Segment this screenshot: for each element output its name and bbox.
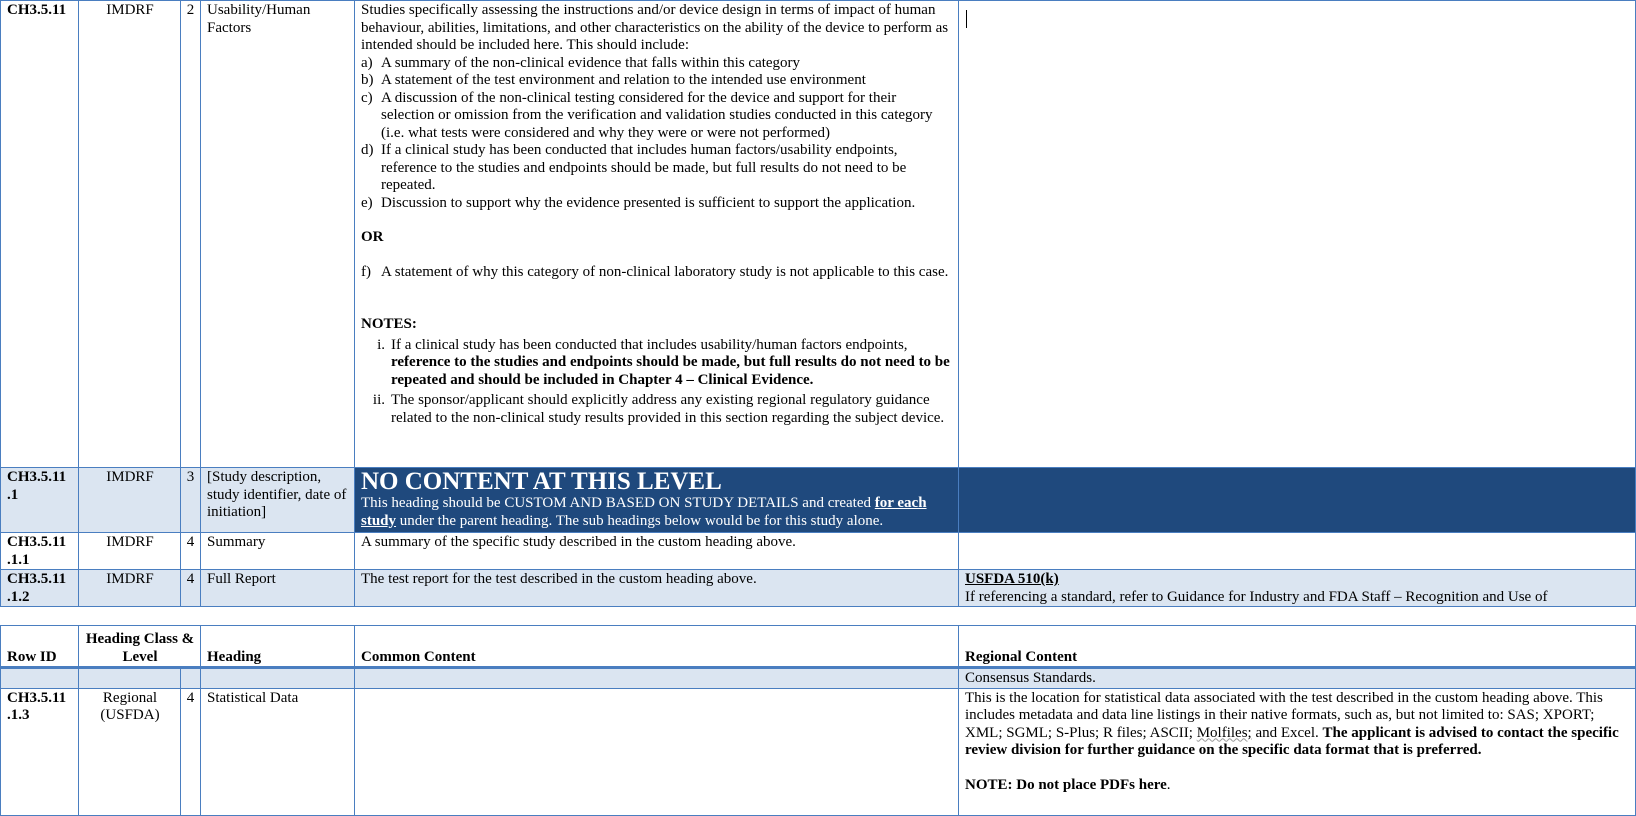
table-row <box>1 668 1636 689</box>
common-content: The test report for the test described in the custom heading above. <box>355 570 959 607</box>
regulatory-table-continued <box>0 625 1636 816</box>
column-header-heading-class: Heading Class & Level <box>79 626 201 668</box>
column-header-regional: Regional Content <box>959 626 1636 668</box>
heading-class: IMDRF <box>79 468 181 533</box>
notes-label: NOTES: <box>361 316 417 332</box>
common-content <box>355 1 959 468</box>
table-header-row <box>1 626 1636 668</box>
column-header-common: Common Content <box>355 626 959 668</box>
note-item: ii. The sponsor/applicant should explicitly address any existing regional regulatory guidance related to the non-clinical study results provided in this section regarding the subject device. <box>372 392 945 426</box>
regional-text: If referencing a standard, refer to Guidance for Industry and FDA Staff – Recognition and Use of <box>965 588 1548 605</box>
heading-class: IMDRF <box>79 570 181 607</box>
list-item: a) A summary of the non-clinical evidence that falls within this category <box>361 54 801 71</box>
heading-level: 4 <box>181 533 201 570</box>
regional-content <box>959 533 1636 570</box>
regional-content <box>959 468 1636 533</box>
no-content-banner <box>355 468 959 533</box>
heading-level: 4 <box>181 688 201 815</box>
common-content <box>355 688 959 815</box>
row-id: CH3.5.11 .1.1 <box>1 533 79 570</box>
table-row <box>1 1 1636 468</box>
heading: Usability/Human Factors <box>201 1 355 468</box>
list-item: f) A statement of why this category of non-clinical laboratory study is not applicable to this case. <box>361 263 949 280</box>
heading-level: 2 <box>181 1 201 468</box>
regional-content: This is the location for statistical data associated with the test described in the custom heading above. This includes metadata and data line listings in their native formats, such as, but not limited to: SAS; XPORT; XML; SGML; S-Plus; R files; ASCII; Molfiles; and Excel. The applicant is advised to contact the specific review division for further guidance on the specific data format that is preferred. NOTE: Do not place PDFs here. <box>959 688 1636 815</box>
column-header-row-id: Row ID <box>1 626 79 668</box>
row-id: CH3.5.11 .1.3 <box>1 688 79 815</box>
list-item: b) A statement of the test environment and relation to the intended use environment <box>361 72 866 88</box>
row-id: CH3.5.11 .1 <box>1 468 79 533</box>
heading: Summary <box>201 533 355 570</box>
note-item: i. If a clinical study has been conducted that includes usability/human factors endpoints, reference to the studies and endpoints should be made, but full results do not need to be repeated and should be included in Chapter 4 – Clinical Evidence. <box>377 336 950 388</box>
regional-title: USFDA 510(k) <box>965 571 1059 587</box>
list-item: c) A discussion of the non-clinical testing considered for the device and support for their selection or omission from the verification and validation studies conducted in this category (i.e. what tests were considered and why they were or were not performed) <box>361 89 933 141</box>
list-item: e) Discussion to support why the evidence presented is sufficient to support the application. <box>361 194 916 211</box>
row-id: CH3.5.11 .1.2 <box>1 570 79 607</box>
heading-class: IMDRF <box>79 533 181 570</box>
column-header-heading: Heading <box>201 626 355 668</box>
table-row <box>1 570 1636 607</box>
common-content: A summary of the specific study described in the custom heading above. <box>355 533 959 570</box>
or-label: OR <box>361 229 384 245</box>
heading-class: Regional (USFDA) <box>79 688 181 815</box>
common-intro: Studies specifically assessing the instructions and/or device design in terms of impact of human behaviour, abilities, limitations, and other characteristics on the ability of the device to perform as intended should be included here. This should include: <box>361 2 949 53</box>
regional-content[interactable] <box>959 1 1636 468</box>
no-content-title: NO CONTENT AT THIS LEVEL <box>361 468 722 495</box>
regional-continuation: Consensus Standards. <box>959 668 1636 689</box>
heading-level: 3 <box>181 468 201 533</box>
row-id: CH3.5.11 <box>1 1 79 468</box>
table-row <box>1 468 1636 533</box>
heading: Full Report <box>201 570 355 607</box>
heading: Statistical Data <box>201 688 355 815</box>
text-cursor <box>966 10 967 28</box>
heading-level: 4 <box>181 570 201 607</box>
regional-content <box>959 570 1636 607</box>
heading: [Study description, study identifier, date of initiation] <box>201 468 355 533</box>
no-content-text: This heading should be CUSTOM AND BASED ON STUDY DETAILS and created for each study under the parent heading. The sub headings below would be for this study alone. <box>361 495 927 529</box>
list-item: d) If a clinical study has been conducted that includes human factors/usability endpoints, reference to the studies and endpoints should be made, but full results do not need to be repeated. <box>361 142 907 193</box>
table-row <box>1 533 1636 570</box>
heading-class: IMDRF <box>79 1 181 468</box>
table-row <box>1 688 1636 815</box>
